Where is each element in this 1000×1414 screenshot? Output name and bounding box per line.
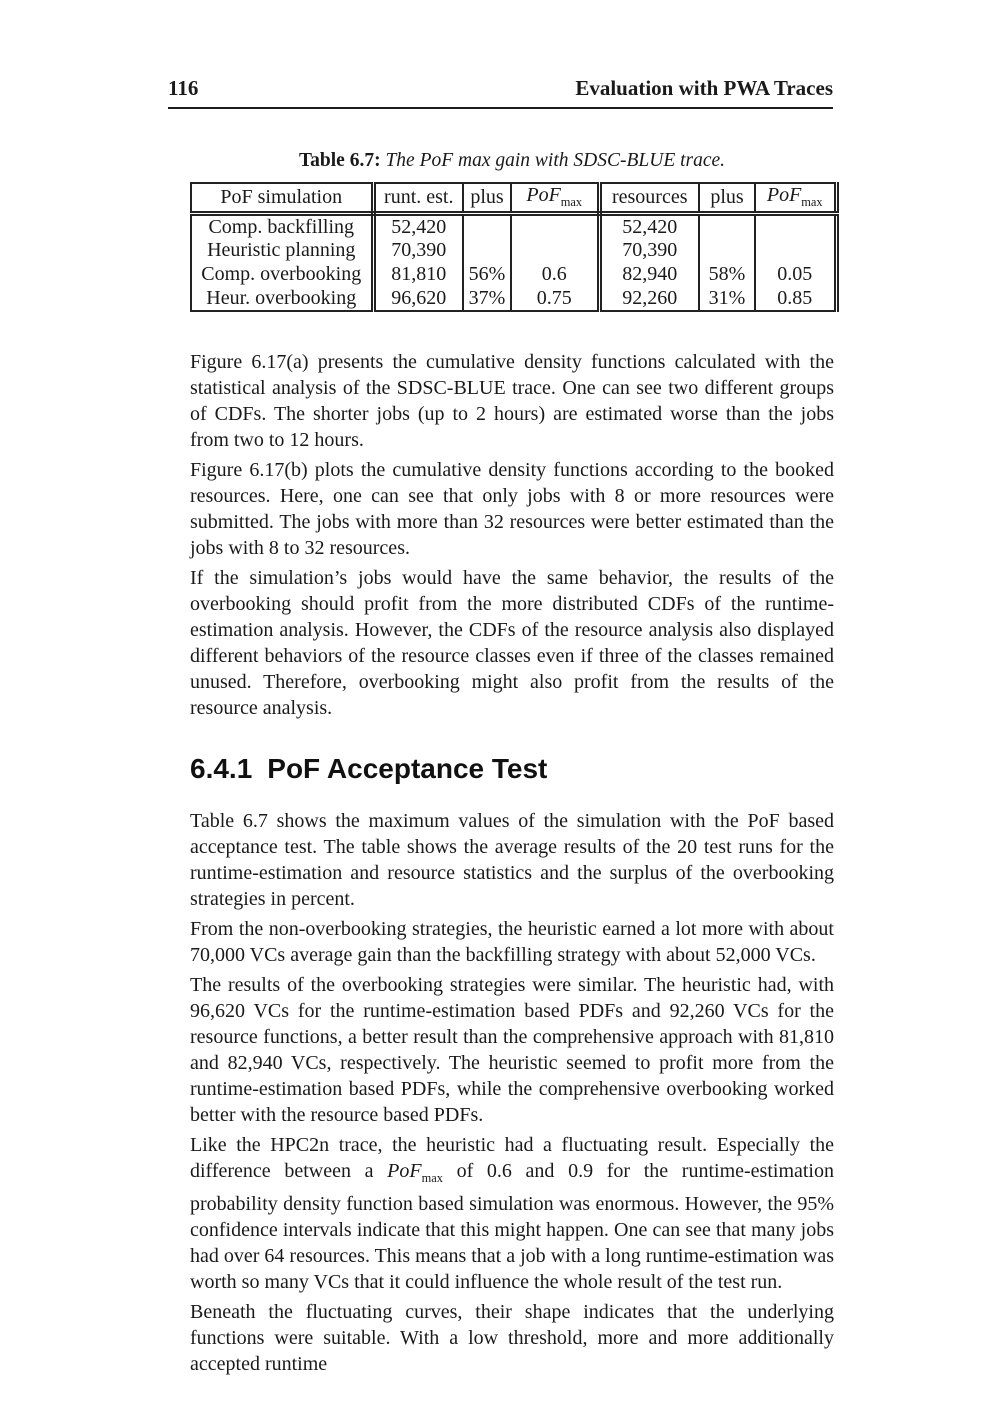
paragraph-hpc2n-fluctuation: Like the HPC2n trace, the heuristic had a fluctuating result. Especially the difference between a PoF$_{max}$ of 0.6 and 0.9 for the runtime-estimation probability density function based simulation was enormous. However, the 95% confidence intervals indicate that this might happen. One can see that many jobs had over 64 resources. This means that a job with a long runtime-estimation was worth so many VCs that it could influence the whole result of the test run. [190, 1134, 834, 1293]
cell-plus-2 [699, 213, 755, 239]
cell-resources: 52,420 [599, 213, 699, 239]
running-title: Evaluation with PWA Traces [575, 76, 833, 100]
col-header-pofmax-2: PoF$_{max}$ [755, 183, 836, 213]
page-number: 116 [168, 76, 199, 100]
cell-plus-1: 37% [463, 287, 511, 311]
running-header [168, 76, 833, 109]
table-row [191, 213, 836, 239]
cell-strategy: Comp. backfilling [191, 213, 373, 239]
paragraph-figure-617a: Figure 6.17(a) presents the cumulative density functions calculated with the statistical analysis of the SDSC-BLUE trace. One can see two different groups of CDFs. The shorter jobs (up to 2 hours) are estimated worse than the jobs from two to 12 hours. [190, 351, 834, 451]
cell-runt-est: 81,810 [373, 263, 463, 287]
col-header-plus-2: plus [699, 183, 755, 213]
col-header-resources: resources [599, 183, 699, 213]
table-row [191, 239, 836, 263]
cell-pofmax-1 [511, 213, 599, 239]
table-caption [190, 150, 834, 172]
table-row [191, 263, 836, 287]
cell-pofmax-2 [755, 213, 836, 239]
cell-strategy: Comp. overbooking [191, 263, 373, 287]
cell-strategy: Heuristic planning [191, 239, 373, 263]
caption-text: The PoF max gain with SDSC-BLUE trace. [385, 150, 726, 171]
section-title: PoF Acceptance Test [267, 753, 548, 784]
paragraph-figure-617b: Figure 6.17(b) plots the cumulative density functions according to the booked resources. Here, one can see that only jobs with 8 or more resources were submitted. The jobs with more than 32 resources were better estimated than the jobs with 8 to 32 resources. [190, 459, 834, 559]
caption-label: Table 6.7: [298, 150, 381, 171]
cell-resources: 70,390 [599, 239, 699, 263]
cell-strategy: Heur. overbooking [191, 287, 373, 311]
col-header-pofmax-1: PoF$_{max}$ [511, 183, 599, 213]
pofmax-inline-math: PoF [387, 1160, 422, 1182]
cell-runt-est: 96,620 [373, 287, 463, 311]
cell-plus-2: 58% [699, 263, 755, 287]
table-header-row [191, 183, 836, 213]
col-header-pof-simulation: PoF simulation [191, 183, 373, 213]
cell-plus-2: 31% [699, 287, 755, 311]
cell-plus-1 [463, 239, 511, 263]
cell-pofmax-1: 0.75 [511, 287, 599, 311]
section-number: 6.4.1 [190, 753, 253, 784]
paragraph-overbooking-results: The results of the overbooking strategies were similar. The heuristic had, with 96,620 VCs for the runtime-estimation based PDFs and 92,260 VCs for the resource functions, a better result than the comprehensive approach with 81,810 and 82,940 VCs, respectively. The heuristic seemed to profit more from the runtime-estimation based PDFs, while the comprehensive overbooking worked better with the resource based PDFs. [190, 974, 834, 1126]
paragraph-non-overbooking: From the non-overbooking strategies, the heuristic earned a lot more with about 70,000 VCs average gain than the backfilling strategy with about 52,000 VCs. [190, 918, 834, 966]
cell-pofmax-2: 0.05 [755, 263, 836, 287]
cell-pofmax-2: 0.85 [755, 287, 836, 311]
cell-pofmax-1 [511, 239, 599, 263]
body-text [190, 349, 834, 1381]
cell-pofmax-1: 0.6 [511, 263, 599, 287]
paragraph-table-67: Table 6.7 shows the maximum values of the simulation with the PoF based acceptance test. The table shows the average results of the 20 test runs for the runtime-estimation and resource statistics and the surplus of the overbooking strategies in percent. [190, 810, 834, 910]
cell-resources: 82,940 [599, 263, 699, 287]
cell-resources: 92,260 [599, 287, 699, 311]
col-header-plus-1: plus [463, 183, 511, 213]
cell-plus-2 [699, 239, 755, 263]
cell-runt-est: 70,390 [373, 239, 463, 263]
cell-plus-1 [463, 213, 511, 239]
paragraph-fluctuating-curves: Beneath the fluctuating curves, their shape indicates that the underlying functions were suitable. With a low threshold, more and more additionally accepted runtime [190, 1301, 834, 1375]
col-header-runt-est: runt. est. [373, 183, 463, 213]
section-heading [190, 753, 834, 785]
cell-plus-1: 56% [463, 263, 511, 287]
cell-pofmax-2 [755, 239, 836, 263]
table-row [191, 287, 836, 311]
paragraph-simulation-behavior: If the simulation’s jobs would have the same behavior, the results of the overbooking should profit from the more distributed CDFs of the runtime-estimation analysis. However, the CDFs of the resource analysis also displayed different behaviors of the resource classes even if three of the classes remained unused. Therefore, overbooking might also profit from the results of the resource analysis. [190, 567, 834, 719]
cell-runt-est: 52,420 [373, 213, 463, 239]
pof-results-table [190, 182, 839, 312]
